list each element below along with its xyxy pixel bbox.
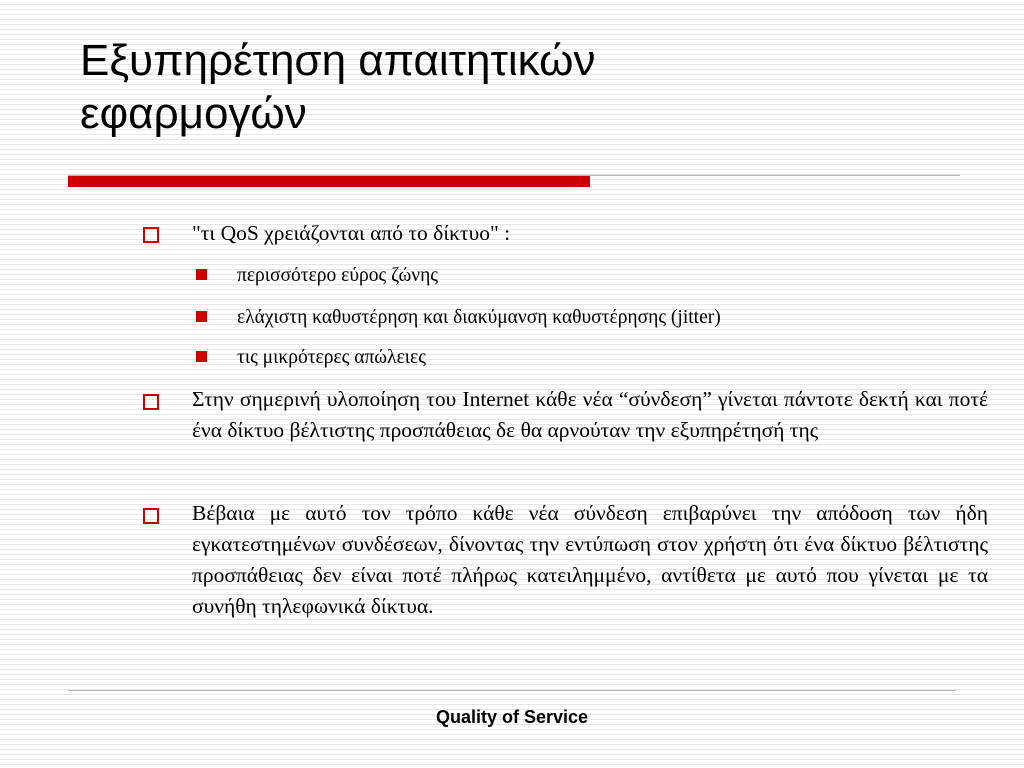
slide-title-line-2: εφαρμογών (80, 89, 307, 138)
bullet-text-3: Βέβαια με αυτό τον τρόπο κάθε νέα σύνδεση επιβαρύνει την απόδοση των ήδη εγκατεστημένων συνδέσεων, δίνοντας την εντύπωση στον χρήστη ότι ένα δίκτυο βέλτιστης προσπάθειας δεν είναι ποτέ πλήρως κατειλημμένο, αντίθετα με αυτό που γίνεται με τα συνήθη τηλεφωνικά δίκτυα. (192, 501, 988, 618)
slide-title (80, 34, 940, 140)
slide-title-line-1: Εξυπηρέτηση απαιτητικών (80, 36, 596, 85)
title-divider-accent (68, 176, 590, 187)
filled-square-bullet-icon (196, 311, 207, 322)
subbullet-text-2: ελάχιστη καθυστέρηση και διακύμανση καθυστέρησης (jitter) (237, 307, 721, 328)
hollow-square-bullet-icon (143, 227, 159, 243)
slide-footer: Quality of Service (435, 707, 589, 727)
bullet-text-2: Στην σημερινή υλοποίηση του Internet κάθε νέα “σύνδεση” γίνεται πάντοτε δεκτή και ποτέ ένα δίκτυο βέλτιστης προσπάθειας δε θα αρνούταν την εξυπηρέτησή της (192, 387, 988, 442)
subbullet-text-1: περισσότερο εύρος ζώνης (237, 265, 439, 286)
filled-square-bullet-icon (196, 351, 207, 362)
hollow-square-bullet-icon (143, 394, 159, 410)
hollow-square-bullet-icon (143, 508, 159, 524)
filled-square-bullet-icon (196, 269, 207, 280)
footer-divider (68, 690, 956, 691)
subbullet-text-3: τις μικρότερες απώλειες (237, 347, 426, 368)
bullet-text-1: "τι QoS χρειάζονται από το δίκτυο" : (192, 221, 511, 245)
